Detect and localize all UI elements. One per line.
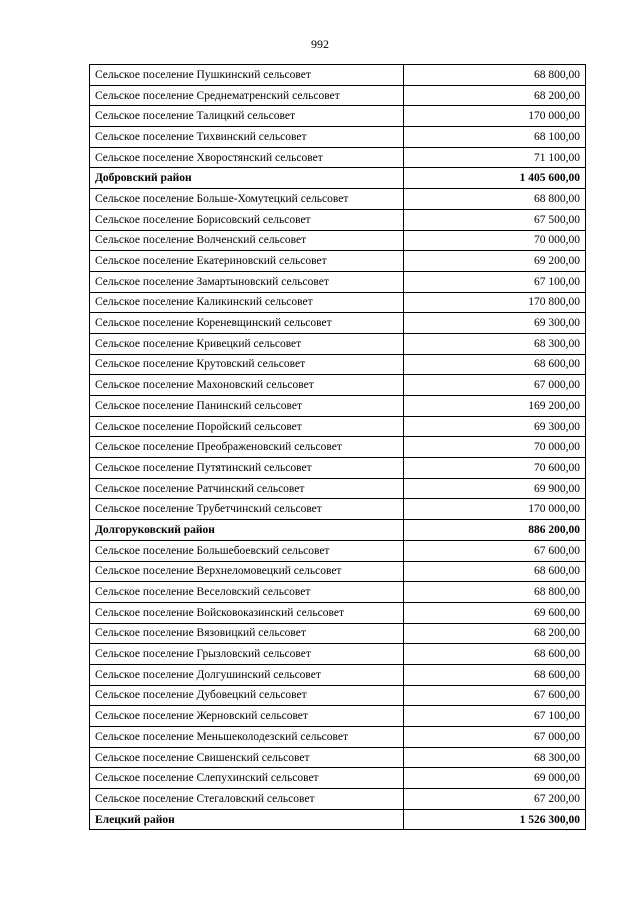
amount-cell: 69 300,00 [404,416,586,437]
amount-cell: 67 600,00 [404,540,586,561]
settlement-name: Сельское поселение Талицкий сельсовет [90,106,404,127]
table-body [90,65,586,830]
settlement-name: Сельское поселение Грызловский сельсовет [90,644,404,665]
settlement-name: Сельское поселение Войсковоказинский сельсовет [90,602,404,623]
page-number: 992 [311,37,329,51]
table-row [90,333,586,354]
settlement-name: Сельское поселение Веселовский сельсовет [90,582,404,603]
settlement-name: Сельское поселение Жерновский сельсовет [90,706,404,727]
amount-cell: 70 000,00 [404,437,586,458]
settlement-name: Сельское поселение Каликинский сельсовет [90,292,404,313]
amount-cell: 69 000,00 [404,768,586,789]
table-row [90,602,586,623]
table-row [90,189,586,210]
district-row [90,520,586,541]
table-row [90,706,586,727]
amount-cell: 68 800,00 [404,582,586,603]
table-row [90,375,586,396]
amount-cell: 67 200,00 [404,789,586,810]
settlement-name: Сельское поселение Трубетчинский сельсовет [90,499,404,520]
settlement-name: Сельское поселение Пушкинский сельсовет [90,65,404,86]
amount-cell: 169 200,00 [404,396,586,417]
settlement-name: Сельское поселение Больше-Хомутецкий сельсовет [90,189,404,210]
amount-cell: 68 200,00 [404,623,586,644]
settlement-name: Сельское поселение Екатериновский сельсовет [90,251,404,272]
district-row [90,809,586,830]
amount-cell: 68 300,00 [404,747,586,768]
table-row [90,623,586,644]
amount-cell: 68 100,00 [404,127,586,148]
table-row [90,768,586,789]
table-row [90,127,586,148]
settlement-name: Сельское поселение Верхнеломовецкий сельсовет [90,561,404,582]
district-total-amount: 886 200,00 [404,520,586,541]
settlement-name: Сельское поселение Кореневщинский сельсовет [90,313,404,334]
settlement-name: Сельское поселение Среднематренский сельсовет [90,85,404,106]
table-row [90,106,586,127]
amount-cell: 69 600,00 [404,602,586,623]
table-row [90,147,586,168]
amount-cell: 67 100,00 [404,271,586,292]
table-row [90,396,586,417]
settlement-name: Сельское поселение Стегаловский сельсовет [90,789,404,810]
district-total-amount: 1 405 600,00 [404,168,586,189]
district-name: Добровский район [90,168,404,189]
amount-cell: 67 600,00 [404,685,586,706]
settlement-name: Сельское поселение Волченский сельсовет [90,230,404,251]
amount-cell: 67 000,00 [404,375,586,396]
settlement-name: Сельское поселение Большебоевский сельсовет [90,540,404,561]
amount-cell: 69 200,00 [404,251,586,272]
settlement-name: Сельское поселение Поройский сельсовет [90,416,404,437]
table-row [90,499,586,520]
amount-cell: 71 100,00 [404,147,586,168]
table-row [90,561,586,582]
amount-cell: 70 000,00 [404,230,586,251]
amount-cell: 69 300,00 [404,313,586,334]
amount-cell: 68 200,00 [404,85,586,106]
settlement-name: Сельское поселение Замартыновский сельсовет [90,271,404,292]
amount-cell: 170 800,00 [404,292,586,313]
table-row [90,65,586,86]
table-row [90,271,586,292]
settlement-name: Сельское поселение Дубовецкий сельсовет [90,685,404,706]
settlement-name: Сельское поселение Борисовский сельсовет [90,209,404,230]
table-row [90,644,586,665]
table-row [90,230,586,251]
amount-cell: 67 500,00 [404,209,586,230]
table-row [90,437,586,458]
amount-cell: 68 600,00 [404,664,586,685]
settlement-name: Сельское поселение Хворостянский сельсовет [90,147,404,168]
table-row [90,685,586,706]
table-row [90,354,586,375]
table-row [90,664,586,685]
amount-cell: 68 300,00 [404,333,586,354]
amount-cell: 68 800,00 [404,189,586,210]
table-row [90,458,586,479]
table-row [90,313,586,334]
table-row [90,540,586,561]
amount-cell: 170 000,00 [404,106,586,127]
table-row [90,416,586,437]
district-row [90,168,586,189]
settlement-name: Сельское поселение Слепухинский сельсовет [90,768,404,789]
amount-cell: 68 600,00 [404,644,586,665]
table-row [90,478,586,499]
settlement-name: Сельское поселение Крутовский сельсовет [90,354,404,375]
district-name: Елецкий район [90,809,404,830]
amount-cell: 67 100,00 [404,706,586,727]
table-row [90,727,586,748]
settlement-name: Сельское поселение Преображеновский сельсовет [90,437,404,458]
settlement-name: Сельское поселение Тихвинский сельсовет [90,127,404,148]
district-name: Долгоруковский район [90,520,404,541]
table-row [90,209,586,230]
settlement-name: Сельское поселение Махоновский сельсовет [90,375,404,396]
table-row [90,747,586,768]
amount-cell: 68 800,00 [404,65,586,86]
table-row [90,582,586,603]
amount-cell: 68 600,00 [404,354,586,375]
settlement-name: Сельское поселение Меньшеколодезский сельсовет [90,727,404,748]
amount-cell: 69 900,00 [404,478,586,499]
amount-cell: 170 000,00 [404,499,586,520]
amount-cell: 67 000,00 [404,727,586,748]
settlement-name: Сельское поселение Панинский сельсовет [90,396,404,417]
amount-cell: 70 600,00 [404,458,586,479]
settlement-name: Сельское поселение Свишенский сельсовет [90,747,404,768]
settlement-name: Сельское поселение Кривецкий сельсовет [90,333,404,354]
table-row [90,85,586,106]
settlement-name: Сельское поселение Долгушинский сельсовет [90,664,404,685]
settlement-name: Сельское поселение Путятинский сельсовет [90,458,404,479]
settlement-name: Сельское поселение Ратчинский сельсовет [90,478,404,499]
table-row [90,789,586,810]
budget-table [89,64,586,830]
table-row [90,292,586,313]
table-row [90,251,586,272]
district-total-amount: 1 526 300,00 [404,809,586,830]
settlement-name: Сельское поселение Вязовицкий сельсовет [90,623,404,644]
amount-cell: 68 600,00 [404,561,586,582]
